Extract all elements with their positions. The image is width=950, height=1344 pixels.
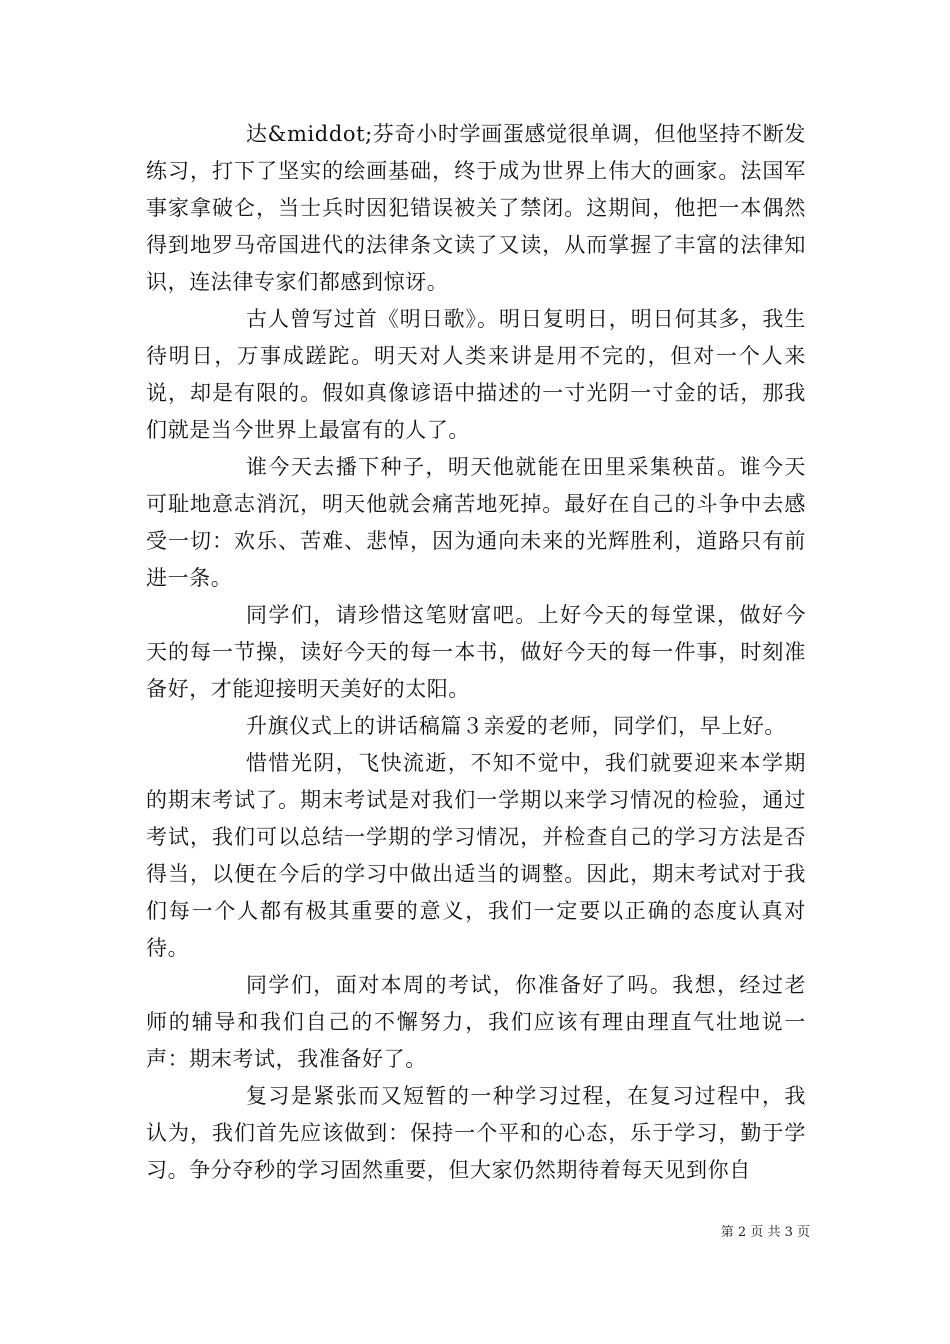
paragraph-speech-title: 升旗仪式上的讲话稿篇３亲爱的老师，同学们，早上好。 — [246, 714, 786, 738]
paragraph-review-process: 复习是紧张而又短暂的一种学习过程，在复习过程中，我认为，我们首先应该做到：保持一个平和的心态，乐于学习，勤于学习。争分夺秒的学习固然重要，但大家仍然期待着每天见到你自 — [146, 1084, 806, 1182]
paragraph-sow-seeds: 谁今天去播下种子，明天他就能在田里采集秧苗。谁今天可耻地意志消沉，明天他就会痛苦地死掉。最好在自己的斗争中去感受一切：欢乐、苦难、悲悼，因为通向未来的光辉胜利，道路只有前进一条。 — [146, 455, 806, 590]
paragraph-davinci-napoleon: 达&middot;芬奇小时学画蛋感觉很单调，但他坚持不断发练习，打下了坚实的绘画基础，终于成为世界上伟大的画家。法国军事家拿破仑，当士兵时因犯错误被关了禁闭。这期间，他把一本偶然得到地罗马帝国进代的法律条文读了又读，从而掌握了丰富的法律知识，连法律专家们都感到惊讶。 — [146, 122, 806, 294]
paragraph-are-you-ready: 同学们，面对本周的考试，你准备好了吗。我想，经过老师的辅导和我们自己的不懈努力，我们应该有理由理直气壮地说一声：期末考试，我准备好了。 — [146, 973, 806, 1071]
document-body — [146, 116, 806, 1189]
page-number: 第 2 页 共 3 页 — [720, 1225, 810, 1240]
paragraph-tomorrow-song: 古人曾写过首《明日歌》。明日复明日，明日何其多，我生待明日，万事成蹉跎。明天对人类来讲是用不完的，但对一个人来说，却是有限的。假如真像谚语中描述的一寸光阴一寸金的话，那我们就是当今世界上最富有的人了。 — [146, 307, 806, 442]
paragraph-final-exam: 惜惜光阴，飞快流逝，不知不觉中，我们就要迎来本学期的期末考试了。期末考试是对我们一学期以来学习情况的检验，通过考试，我们可以总结一学期的学习情况，并检查自己的学习方法是否得当，以便在今后的学习中做出适当的调整。因此，期末考试对于我们每一个人都有极其重要的意义，我们一定要以正确的态度认真对待。 — [146, 751, 806, 960]
paragraph-cherish-wealth: 同学们，请珍惜这笔财富吧。上好今天的每堂课，做好今天的每一节操，读好今天的每一本书，做好今天的每一件事，时刻准备好，才能迎接明天美好的太阳。 — [146, 603, 806, 701]
